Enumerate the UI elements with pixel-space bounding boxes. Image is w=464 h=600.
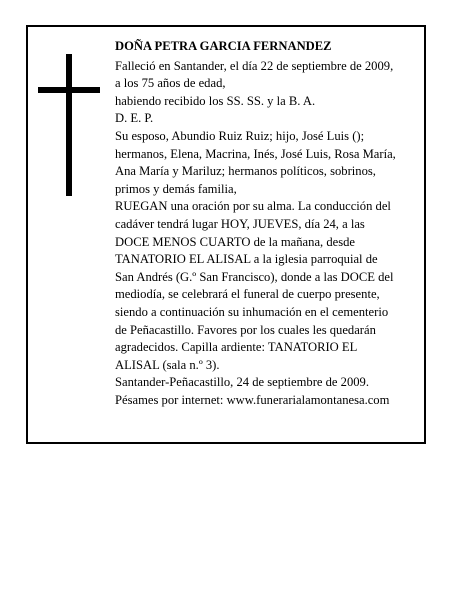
funeral-line: de Peñacastillo. Favores por los cuales les quedarán bbox=[115, 322, 376, 337]
family-line: Ana María y Mariluz; hermanos políticos, sobrinos, bbox=[115, 164, 376, 179]
family-line: Su esposo, Abundio Ruiz Ruiz; hijo, José Luis (); bbox=[115, 128, 365, 143]
funeral-line: cadáver tendrá lugar HOY, JUEVES, día 24, a las bbox=[115, 216, 365, 231]
funeral-line: mediodía, se celebrará el funeral de cuerpo presente, bbox=[115, 287, 380, 302]
funeral-line: agradecidos. Capilla ardiente: TANATORIO EL bbox=[115, 340, 358, 355]
place-date-line: Santander-Peñacastillo, 24 de septiembre de 2009. bbox=[115, 375, 369, 390]
rip-line: D. E. P. bbox=[115, 111, 154, 126]
latin-cross-icon bbox=[38, 54, 100, 196]
cross-horizontal-bar bbox=[38, 87, 100, 93]
obituary-text bbox=[115, 38, 425, 409]
age-line: a los 75 años de edad, bbox=[115, 76, 226, 91]
sacraments-line: habiendo recibido los SS. SS. y la B. A. bbox=[115, 93, 316, 108]
funeral-line: ALISAL (sala n.º 3). bbox=[115, 357, 220, 372]
funeral-line: siendo a continuación su inhumación en el cementerio bbox=[115, 304, 389, 319]
funeral-line: San Andrés (G.º San Francisco), donde a las DOCE del bbox=[115, 269, 394, 284]
funeral-line: RUEGAN una oración por su alma. La conducción del bbox=[115, 199, 391, 214]
condolences-line: Pésames por internet: www.funerarialamontanesa.com bbox=[115, 392, 390, 407]
death-date-line: Falleció en Santander, el día 22 de septiembre de 2009, bbox=[115, 58, 394, 73]
cross-vertical-bar bbox=[66, 54, 72, 196]
deceased-name: DOÑA PETRA GARCIA FERNANDEZ bbox=[115, 39, 332, 53]
funeral-line: TANATORIO EL ALISAL a la iglesia parroquial de bbox=[115, 252, 378, 267]
family-line: hermanos, Elena, Macrina, Inés, José Luis, Rosa María, bbox=[115, 146, 396, 161]
funeral-line: DOCE MENOS CUARTO de la mañana, desde bbox=[115, 234, 356, 249]
family-line: primos y demás familia, bbox=[115, 181, 237, 196]
